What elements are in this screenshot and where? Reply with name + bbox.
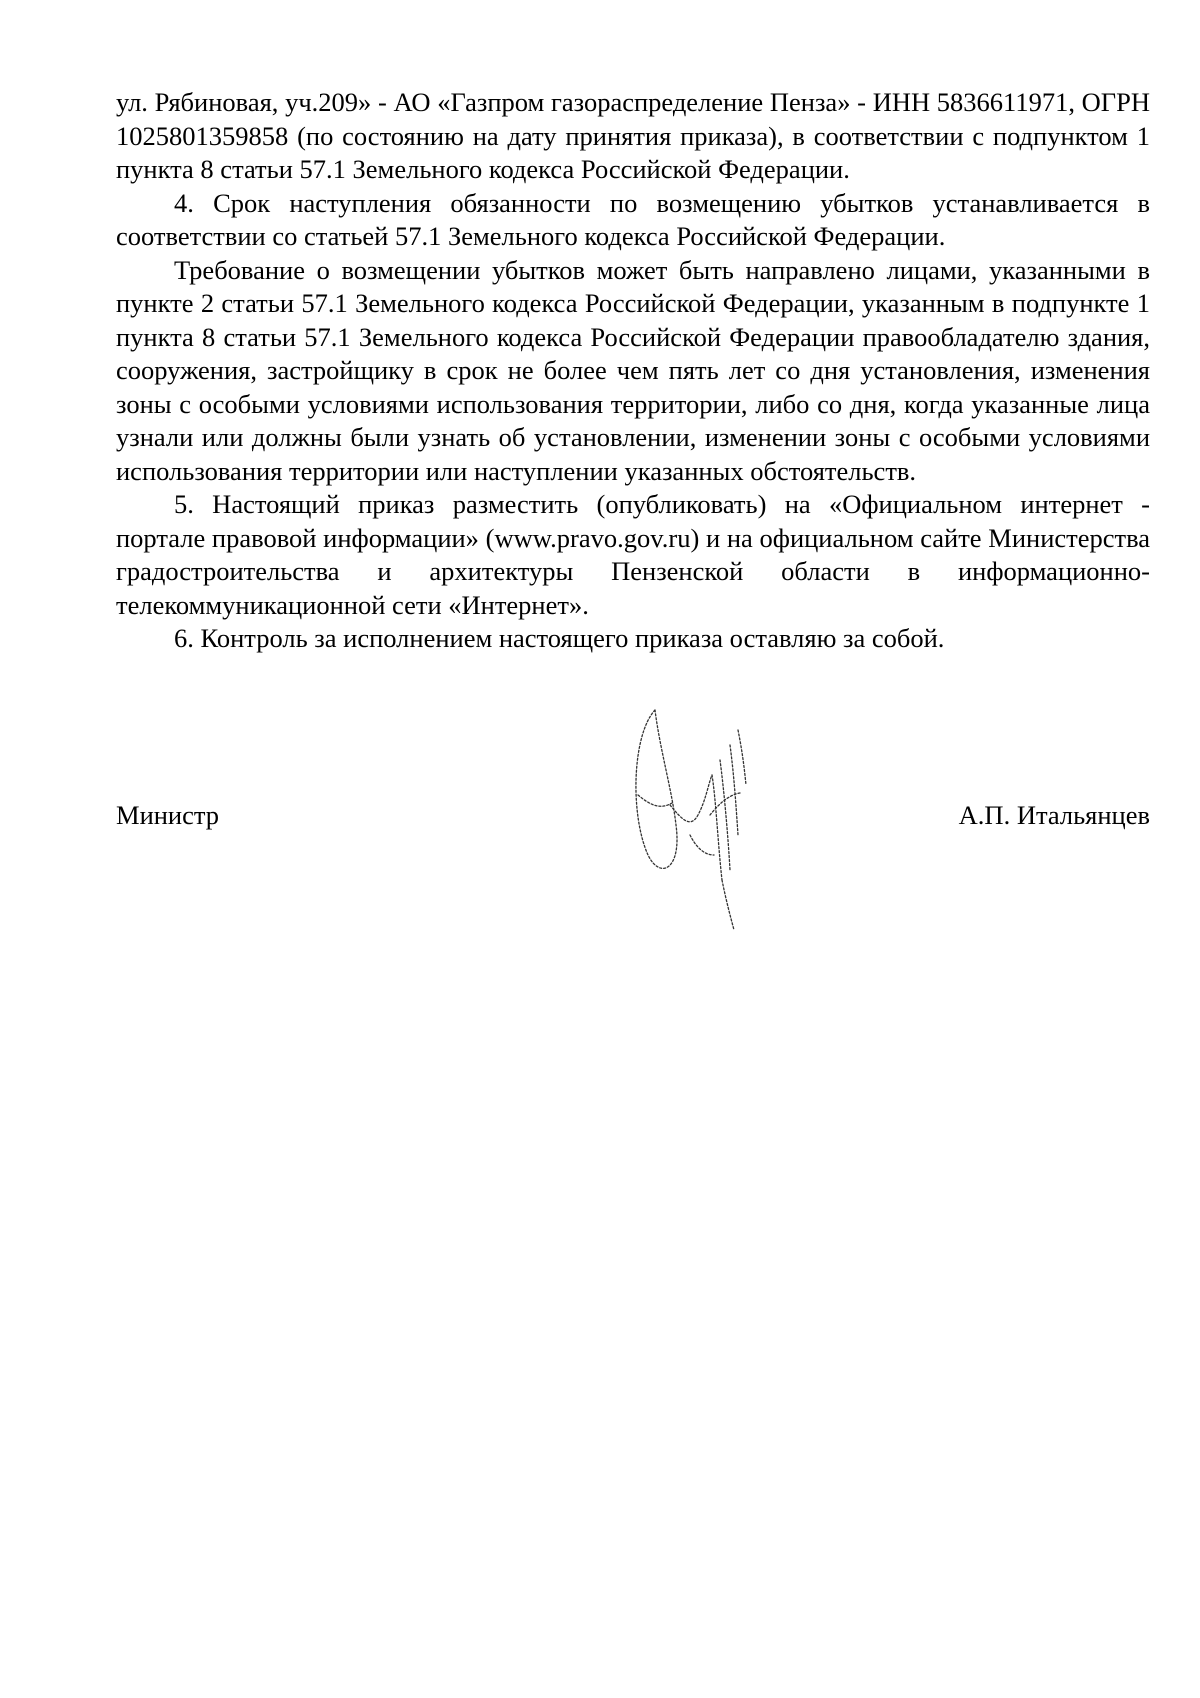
position-title: Министр — [116, 800, 220, 830]
paragraph-item-4: 4. Срок наступления обязанности по возмещению убытков устанавливается в соответствии со статьей 57.1 Земельного кодекса Российской Федерации. — [116, 187, 1150, 251]
paragraph-item-6: 6. Контроль за исполнением настоящего приказа оставляю за собой. — [174, 623, 945, 653]
handwritten-signature-icon — [620, 705, 800, 935]
paragraph-damages-claim: Требование о возмещении убытков может быть направлено лицами, указанными в пункте 2 статьи 57.1 Земельного кодекса Российской Федерации, указанным в подпункте 1 пункта 8 статьи 57.1 Земельного кодекса Российской Федерации правообладателю здания, сооружения, застройщику в срок не более чем пять лет со дня установления, изменения зоны с особыми условиями использования территории, либо со дня, когда указанные лица узнали или должны были узнать об установлении, изменении зоны с особыми условиями использования территории или наступлении указанных обстоятельств. — [116, 254, 1150, 486]
signatory-name: А.П. Итальянцев — [958, 800, 1150, 830]
paragraph-item-5: 5. Настоящий приказ разместить (опубликовать) на «Официальном интернет - портале правовой информации» (www.pravo.gov.ru) и на официальном сайте Министерства градостроительства и архитектуры Пензенской области в информационно-телекоммуникационной сети «Интернет». — [116, 489, 1150, 620]
document-body — [116, 86, 1150, 656]
paragraph-continuation: ул. Рябиновая, уч.209» - АО «Газпром газораспределение Пенза» - ИНН 5836611971, ОГРН 1025801359858 (по состоянию на дату принятия приказа), в соответствии с подпунктом 1 пункта 8 статьи 57.1 Земельного кодекса Российской Федерации. — [116, 87, 1150, 184]
